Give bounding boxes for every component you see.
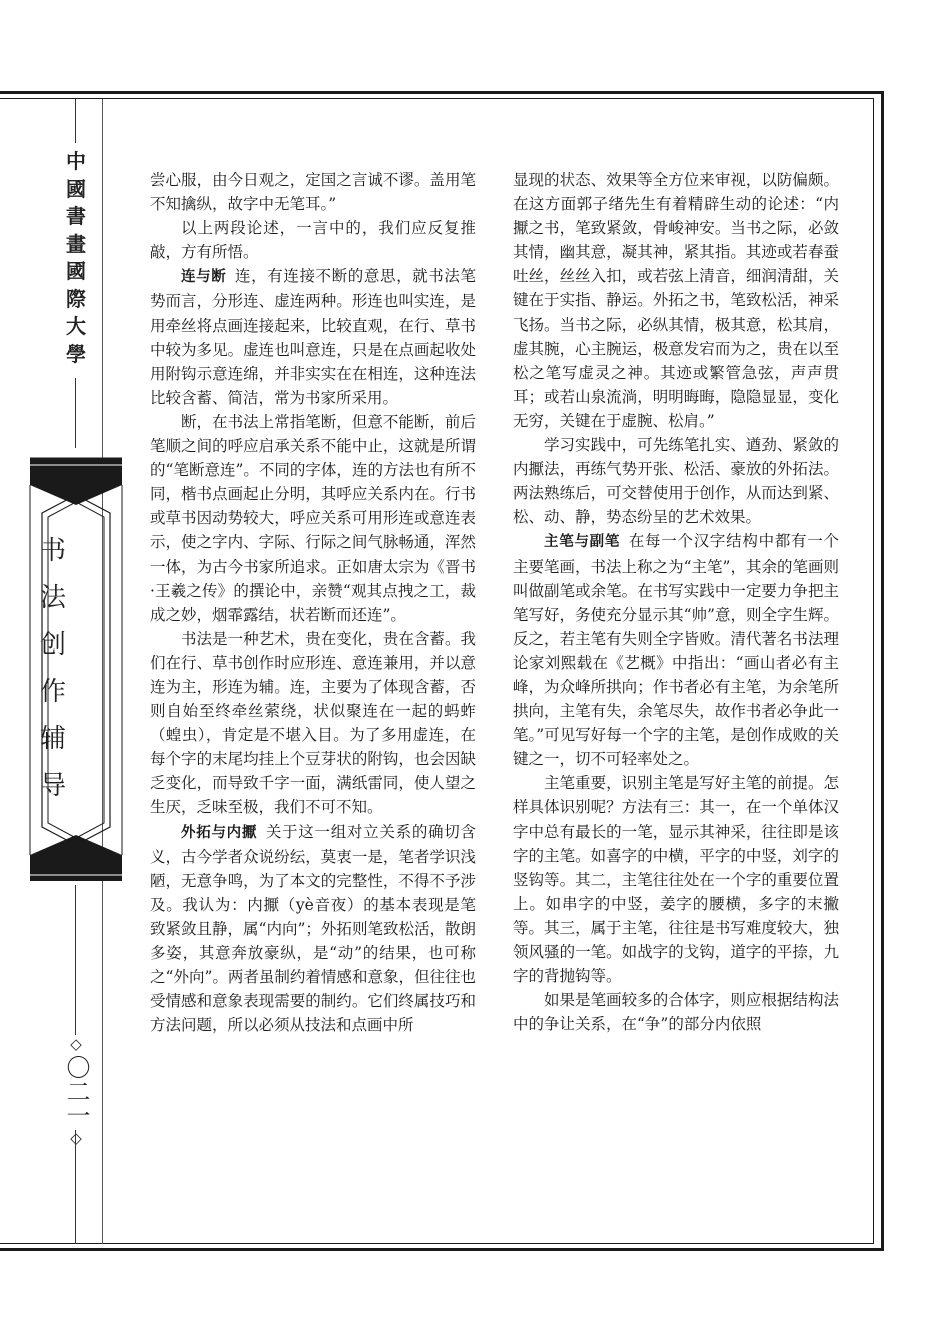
section-heading: 主笔与副笔: [544, 534, 621, 551]
book-title-vertical: 书法创作辅导: [40, 536, 67, 801]
section-heading: 外拓与内擫: [181, 824, 258, 841]
paragraph: 断，在书法上常指笔断，但意不能断，前后笔顺之间的呼应启承关系不能中止，这就是所谓的“笔断意连”。不同的字体，连的方法也有所不同，楷书点画起止分明，其呼应关系内在。行书或草书因动势较大，呼应关系可用形连或意连表示，使之字内、字际、行际之间气脉畅通，浑然一体，为古今书家所追求。正如唐太宗为《晋书·王羲之传》的撰论中，亲赞“观其点拽之工，裁成之妙，烟霏露结，状若断而还连”。: [150, 412, 476, 624]
paragraph: [150, 820, 476, 1038]
sidebar-rule-upper: [75, 378, 76, 448]
paragraph: 主笔重要，识别主笔是写好主笔的前提。怎样具体识别呢？方法有三：其一，在一个单体汉字中总有最长的一笔，显示其神采，往往即是该字的主笔。如喜字的中横，平字的中竖，刘字的竖钩等。其二，主笔往往处在一个字的重要位置上。如串字的中竖，姜字的腰横，多字的末撇等。其三，属于主笔，往往是书写难度较大，独领风骚的一笔。如战字的戈钩，道字的平捺，九字的背抛钩等。: [513, 774, 839, 986]
paragraph-text: 在每一个汉字结构中都有一个主要笔画，书法上称之为“主笔”，其余的笔画则叫做副笔或余笔。在书写实践中一定要力争把主笔写好，务使充分显示其“帅”意，则全字生辉。反之，若主笔有失则全字皆败。清代著名书法理论家刘熙载在《艺概》中指出：“画山者必有主峰，为众峰所拱向；作书者必有主笔，为余笔所拱向，主笔有失，余笔尽失，故作书者必争此一笔。”可见写好每一个字的主笔，是创作成败的关键之一，切不可轻率处之。: [513, 532, 839, 769]
text-column-left: [150, 168, 476, 1037]
paragraph: [150, 264, 476, 410]
sidebar-rule-top: [75, 99, 76, 143]
paragraph: 显现的状态、效果等全方位来审视，以防偏颇。在这方面郭子绪先生有着精辟生动的论述：“内擫之书，笔致紧敛，骨峻神安。当书之际，必敛其情，幽其意，凝其神，紧其指。其迹或若春蚕吐丝，丝丝入扣，或若弦上清音，细润清甜，关键在于实指、静运。外拓之书，笔致松活，神采飞扬。当书之际，必纵其情，极其意，松其肩，虚其腕，心主腕运，极意发宕而为之，贵在以至松之笔写虚灵之神。其迹或繁管急弦，声声贯耳；或若山泉流淌，明明晦晦，隐隐显显，变化无穷，关键在于虚腕、松肩。”: [513, 171, 839, 430]
diamond-ornament-icon: ◇: [70, 1035, 82, 1053]
paragraph: 学习实践中，可先练笔扎实、遒劲、紧敛的内擫法，再练气势开张、松活、豪放的外拓法。两法熟练后，可交替使用于创作，从而达到紧、松、动、静，势态纷呈的艺术效果。: [513, 436, 839, 527]
paragraph: [513, 529, 839, 771]
paragraph: 尝心服，由今日观之，定国之言诚不谬。盖用笔不知擒纵，故字中无笔耳。”: [150, 171, 476, 214]
sidebar-rule-bottom: [75, 1130, 76, 1244]
text-column-right: [513, 168, 839, 1036]
paragraph: 以上两段论述，一言中的，我们应反复推敲，方有所悟。: [150, 219, 476, 262]
paragraph-text: 连，有连接不断的意思，就书法笔势而言，分形连、虚连两种。形连也叫实连，是用牵丝将点画连接起来，比较直观，在行、草书中较为多见。虚连也叫意连，只是在点画起收处用附钩示意连绵，并非实实在在相连，这种连法比较含蓄、简洁，常为书家所采用。: [150, 267, 476, 407]
paragraph-text: 关于这一组对立关系的确切含义，古今学者众说纷纭，莫衷一是，笔者学识浅陋，无意争鸣，为了本文的完整性，不得不予涉及。我认为：内擫（yè音夜）的基本表现是笔致紧敛且静，属“内向”；外拓则笔致松活，散朗多姿，其意奔放豪纵，是“动”的结果，也可称之“外向”。两者虽制约着情感和意象，但往往也受情感和意象表现需要的制约。它们终属技巧和方法问题，所以必须从技法和点画中所: [150, 822, 476, 1035]
section-heading: 连与断: [181, 269, 227, 286]
page-number: [62, 1033, 90, 1149]
page-number-text: 〇二一: [62, 1055, 90, 1127]
sidebar-rule-lower: [75, 885, 76, 1035]
running-header-institution: 中國書畫國際大學: [66, 149, 86, 366]
diamond-ornament-icon: ◇: [70, 1129, 82, 1147]
paragraph: 如果是笔画较多的合体字，则应根据结构法中的争让关系，在“争”的部分内依照: [513, 991, 839, 1034]
paragraph: 书法是一种艺术，贵在变化，贵在含蓄。我们在行、草书创作时应形连、意连兼用，并以意连为主，形连为辅。连，主要为了体现含蓄，否则自始至终牵丝萦绕，状似聚连在一起的蚂蚱（蝗虫），肯定是不堪入目。为了多用虚连，在每个字的末尾均挂上个豆芽状的附钩，也会因缺乏变化，而导致千字一面，满纸雷同，使人望之生厌，乏味至极，我们不可不知。: [150, 629, 476, 817]
